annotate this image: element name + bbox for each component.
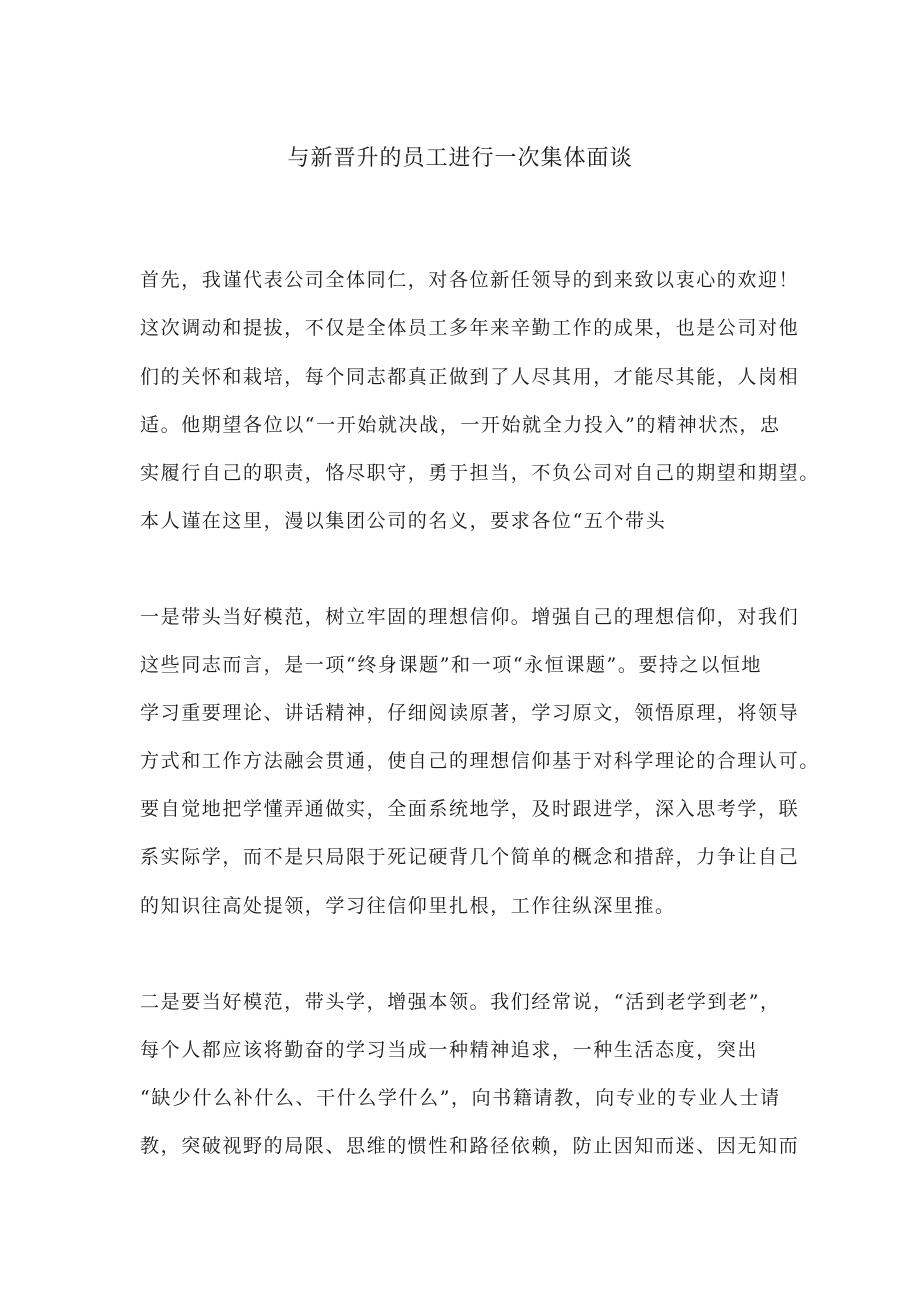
paragraph-1-line-3: 们的关怀和栽培，每个同志都真正做到了人尽其用，才能尽其能，人岗相 (140, 366, 800, 388)
paragraph-1-line-6: 本人谨在这里，漫以集团公司的名义，要求各位“五个带头 (140, 510, 667, 532)
paragraph-1-line-1: 首先，我谨代表公司全体同仁，对各位新任领导的到来致以衷心的欢迎！ (140, 269, 800, 291)
paragraph-3-line-1: 二是要当好模范，带头学，增强本领。我们经常说，“活到老学到老”， (140, 991, 781, 1013)
paragraph-1-line-2: 这次调动和提拔，不仅是全体员工多年来辛勤工作的成果，也是公司对他 (140, 317, 800, 339)
paragraph-3-line-2: 每个人都应该将勤奋的学习当成一种精神追求，一种生活态度，突出 (140, 1039, 759, 1061)
paragraph-2-line-1: 一是带头当好模范，树立牢固的理想信仰。增强自己的理想信仰，对我们 (140, 606, 800, 628)
paragraph-3-line-3: “缺少什么补什么、干什么学什么”，向书籍请教，向专业的专业人士请 (140, 1087, 781, 1109)
paragraph-3-line-4: 教，突破视野的局限、思维的惯性和路径依赖，防止因知而迷、因无知而 (140, 1135, 800, 1157)
paragraph-2-line-7: 的知识往高处提领，学习往信仰里扎根，工作往纵深里推。 (140, 895, 676, 917)
paragraph-2-line-4: 方式和工作方法融会贯通，使自己的理想信仰基于对科学理论的合理认可。 (140, 750, 820, 772)
paragraph-2-line-3: 学习重要理论、讲话精神，仔细阅读原著，学习原文，领悟原理，将领导 (140, 702, 800, 724)
paragraph-2-line-6: 系实际学，而不是只局限于死记硬背几个简单的概念和措辞，力争让自己 (140, 846, 800, 868)
paragraph-2-line-5: 要自觉地把学懂弄通做实，全面系统地学，及时跟进学，深入思考学，联 (140, 798, 800, 820)
document-title: 与新晋升的员工进行一次集体面谈 (287, 146, 633, 171)
paragraph-2-line-2: 这些同志而言，是一项“终身课题”和一项“永恒课题”。要持之以恒地 (140, 654, 763, 676)
paragraph-1-line-4: 适。他期望各位以“一开始就决战，一开始就全力投入”的精神状杰，忠 (140, 414, 781, 436)
paragraph-1-line-5: 实履行自己的职责，恪尽职守，勇于担当，不负公司对自己的期望和期望。 (140, 462, 820, 484)
